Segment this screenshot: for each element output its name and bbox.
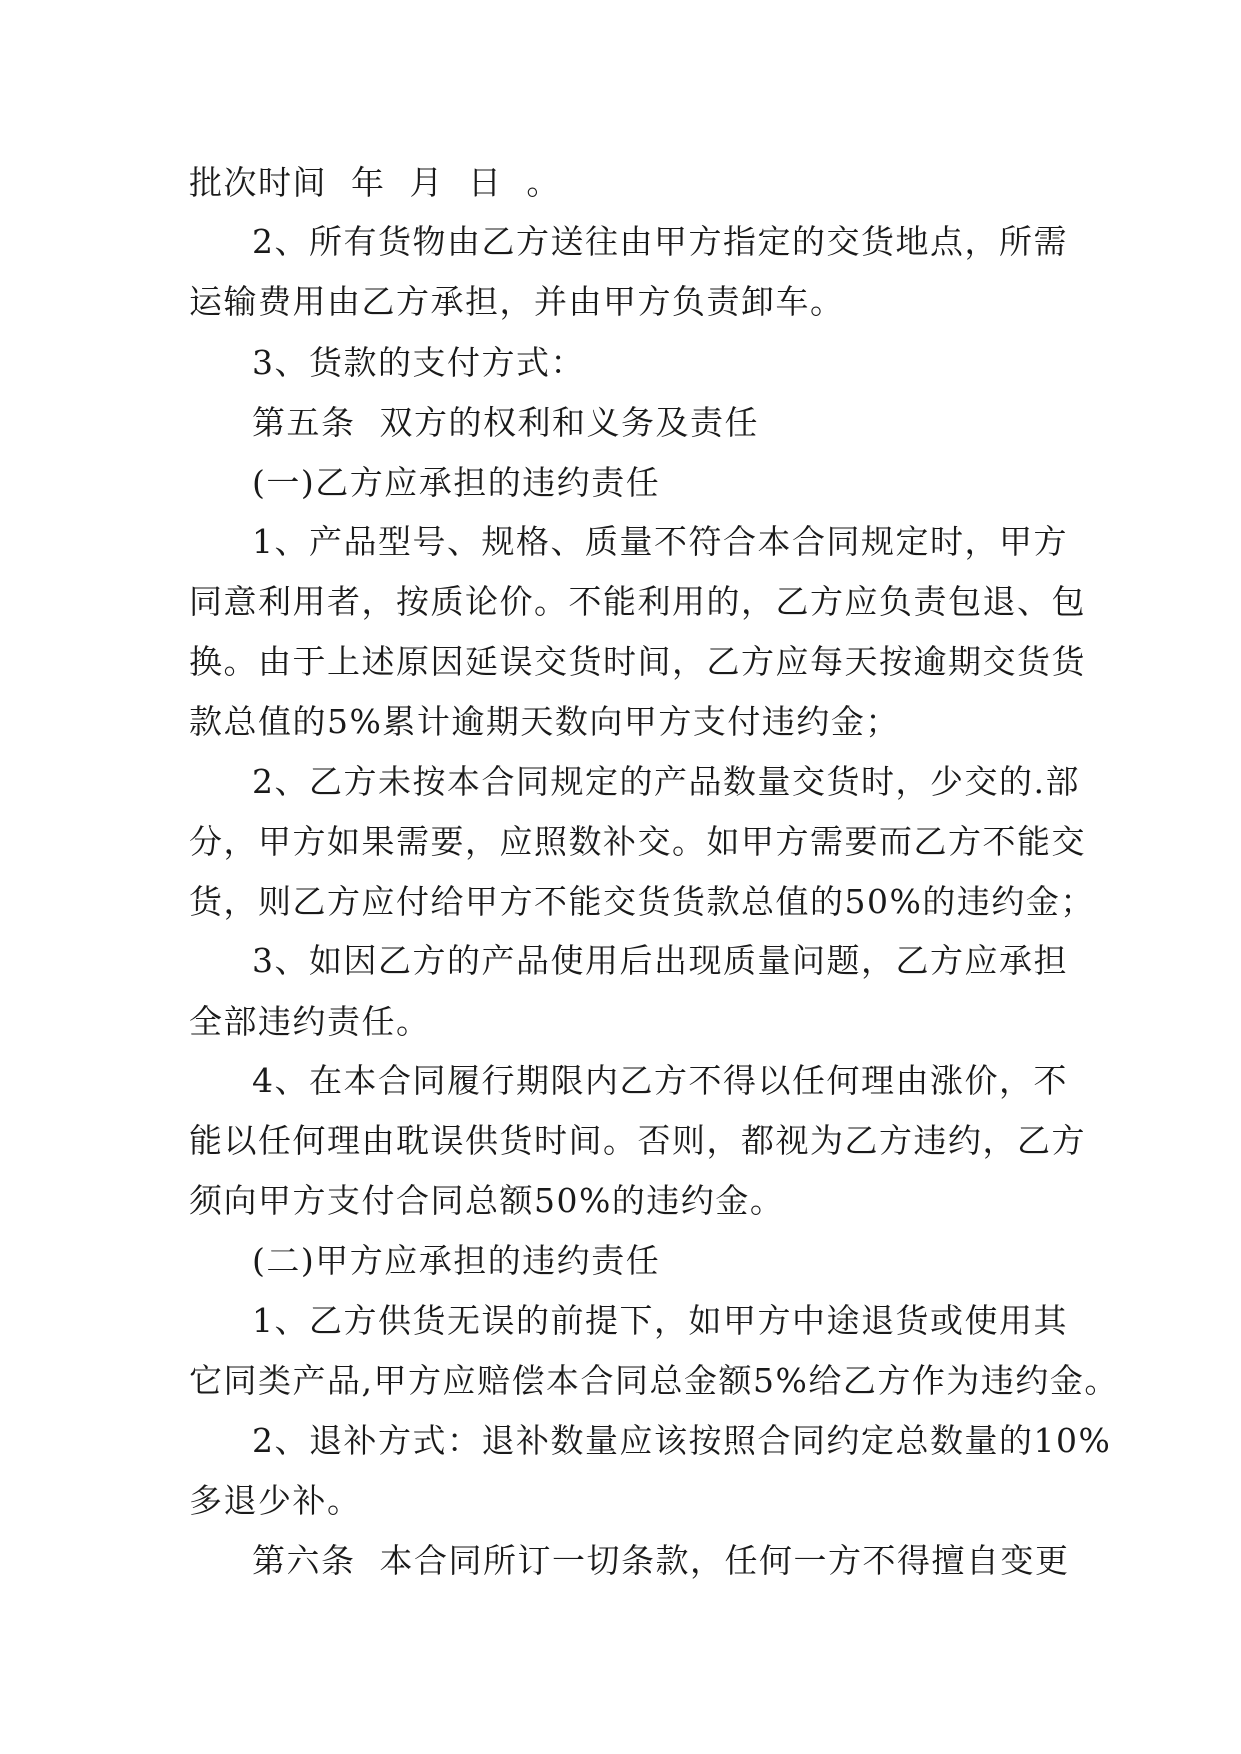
text-line: 2、乙方未按本合同规定的产品数量交货时，少交的.部 bbox=[252, 762, 1080, 801]
text-line: 2、所有货物由乙方送往由甲方指定的交货地点，所需 bbox=[252, 222, 1068, 261]
text-line: 它同类产品,甲方应赔偿本合同总金额5%给乙方作为违约金。 bbox=[189, 1361, 1119, 1400]
text-line: 1、乙方供货无误的前提下，如甲方中途退货或使用其 bbox=[252, 1301, 1068, 1340]
text-line: 多退少补。 bbox=[189, 1481, 362, 1520]
text-line: 同意利用者，按质论价。不能利用的，乙方应负责包退、包 bbox=[189, 582, 1086, 621]
text-line: 全部违约责任。 bbox=[189, 1002, 431, 1041]
text-line: 能以任何理由耽误供货时间。否则，都视为乙方违约，乙方 bbox=[189, 1121, 1086, 1160]
text-line: 批次时间 年 月 日 。 bbox=[189, 163, 561, 202]
text-line: 款总值的5%累计逾期天数向甲方支付违约金； bbox=[189, 702, 900, 741]
subsection-heading: (一)乙方应承担的违约责任 bbox=[252, 463, 661, 502]
subsection-heading: (二)甲方应承担的违约责任 bbox=[252, 1241, 661, 1280]
section-heading: 第六条 本合同所订一切条款，任何一方不得擅自变更 bbox=[252, 1541, 1070, 1580]
text-line: 2、退补方式：退补数量应该按照合同约定总数量的10% bbox=[252, 1421, 1112, 1460]
section-heading: 第五条 双方的权利和义务及责任 bbox=[252, 403, 759, 442]
text-line: 3、如因乙方的产品使用后出现质量问题，乙方应承担 bbox=[252, 941, 1068, 980]
text-line: 货，则乙方应付给甲方不能交货货款总值的50%的违约金； bbox=[189, 882, 1095, 921]
text-line: 1、产品型号、规格、质量不符合本合同规定时，甲方 bbox=[252, 522, 1068, 561]
text-line: 换。由于上述原因延误交货时间，乙方应每天按逾期交货货 bbox=[189, 642, 1086, 681]
text-line: 分，甲方如果需要，应照数补交。如甲方需要而乙方不能交 bbox=[189, 822, 1086, 861]
text-line: 须向甲方支付合同总额50%的违约金。 bbox=[189, 1181, 785, 1220]
text-line: 4、在本合同履行期限内乙方不得以任何理由涨价，不 bbox=[252, 1061, 1068, 1100]
text-line: 3、货款的支付方式： bbox=[252, 343, 585, 382]
text-line: 运输费用由乙方承担，并由甲方负责卸车。 bbox=[189, 282, 845, 321]
